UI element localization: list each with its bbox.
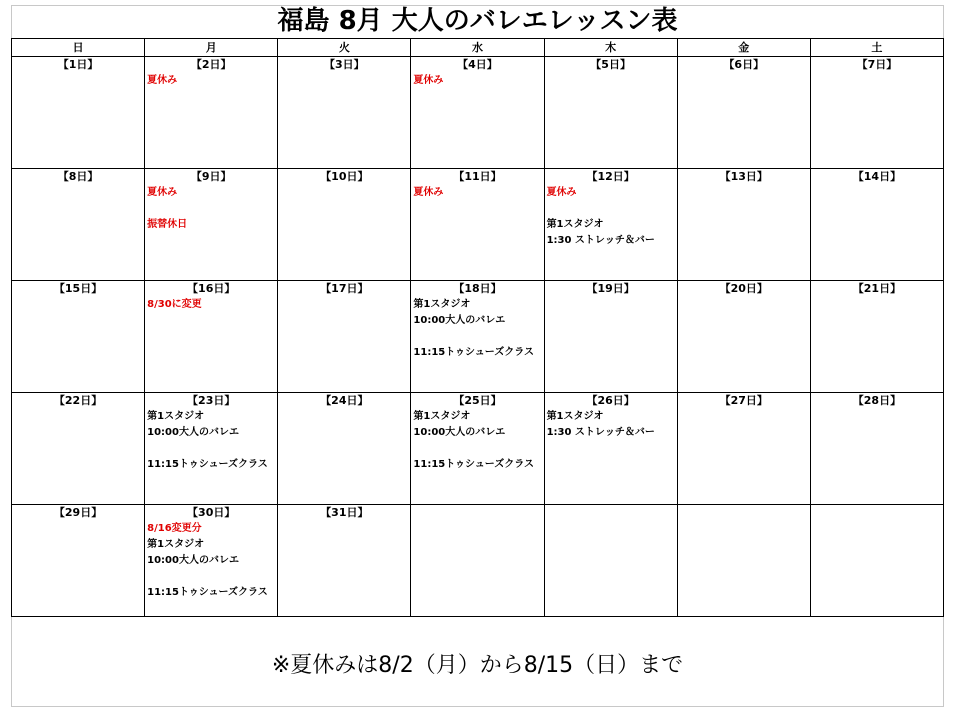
day-date: 【29日】 [53, 506, 103, 519]
day-date: 【23日】 [187, 394, 236, 407]
schedule-entry [547, 201, 677, 217]
day-cell [411, 57, 544, 169]
schedule-entry: 8/30に変更 [147, 299, 202, 310]
day-cell [12, 57, 145, 169]
day-cell [411, 169, 544, 281]
day-entries [411, 297, 543, 361]
day-cell [12, 169, 145, 281]
day-date: 【12日】 [586, 170, 635, 183]
schedule-entry: 第1スタジオ [147, 411, 205, 422]
day-cell [810, 169, 943, 281]
day-date: 【21日】 [852, 282, 902, 295]
weekday-mon: 月 [145, 39, 278, 57]
day-cell [12, 393, 145, 505]
schedule-entry: 振替休日 [147, 219, 188, 230]
day-date: 【15日】 [53, 282, 103, 295]
weekday-tue: 火 [278, 39, 411, 57]
schedule-entry [147, 441, 277, 457]
schedule-entry: 第1スタジオ [546, 411, 604, 422]
calendar-table [11, 38, 944, 617]
day-cell [810, 57, 943, 169]
day-entries [145, 185, 277, 233]
day-date: 【17日】 [320, 282, 369, 295]
weekday-fri: 金 [677, 39, 810, 57]
schedule-entry [147, 201, 277, 217]
day-date: 【11日】 [453, 170, 502, 183]
day-cell [411, 281, 544, 393]
schedule-entry: 10:00大人のバレエ [413, 427, 506, 438]
day-date: 【25日】 [453, 394, 502, 407]
day-cell [677, 505, 810, 617]
week-row [12, 393, 944, 505]
day-cell [544, 393, 677, 505]
day-cell [278, 505, 411, 617]
day-date: 【19日】 [586, 282, 635, 295]
day-cell [278, 393, 411, 505]
day-cell [544, 169, 677, 281]
weekday-sun: 日 [12, 39, 145, 57]
day-entries [411, 73, 543, 89]
day-cell [411, 505, 544, 617]
day-cell [278, 57, 411, 169]
day-date: 【1日】 [57, 58, 99, 71]
day-date: 【7日】 [856, 58, 898, 71]
schedule-entry: 夏休み [147, 75, 178, 86]
week-row [12, 281, 944, 393]
schedule-entry: 第1スタジオ [413, 299, 471, 310]
day-date: 【5日】 [590, 58, 631, 71]
day-entries [411, 185, 543, 201]
schedule-entry: 10:00大人のバレエ [413, 315, 506, 326]
schedule-entry: 11:15トゥシューズクラス [413, 459, 535, 470]
day-date: 【4日】 [457, 58, 498, 71]
day-entries [145, 73, 277, 89]
day-date: 【28日】 [852, 394, 902, 407]
day-date: 【14日】 [852, 170, 902, 183]
weekday-wed: 水 [411, 39, 544, 57]
weekday-header-row [12, 39, 944, 57]
schedule-entry: 11:15トゥシューズクラス [147, 587, 268, 598]
day-cell [810, 281, 943, 393]
page-title: 福島 8月 大人のバレエレッスン表 [277, 6, 678, 36]
day-date: 【3日】 [324, 58, 365, 71]
schedule-entry: 10:00大人のバレエ [147, 555, 239, 566]
day-date: 【26日】 [586, 394, 635, 407]
week-row [12, 57, 944, 169]
day-entries [145, 409, 277, 473]
day-cell [544, 281, 677, 393]
schedule-entry: 11:15トゥシューズクラス [147, 459, 268, 470]
day-cell [544, 505, 677, 617]
weekday-sat: 土 [810, 39, 943, 57]
day-entries [545, 185, 677, 249]
day-cell [411, 393, 544, 505]
day-cell [278, 281, 411, 393]
day-date: 【22日】 [53, 394, 103, 407]
schedule-entry: 第1スタジオ [413, 411, 471, 422]
day-cell [810, 505, 943, 617]
schedule-entry: 1:30 ストレッチ＆バー [546, 235, 655, 246]
day-date: 【8日】 [57, 170, 99, 183]
day-date: 【20日】 [719, 282, 768, 295]
day-date: 【6日】 [723, 58, 765, 71]
schedule-entry: 8/16変更分 [147, 523, 202, 534]
day-cell [12, 281, 145, 393]
day-cell [677, 393, 810, 505]
schedule-entry [413, 441, 543, 457]
day-cell [810, 393, 943, 505]
schedule-entry: 夏休み [147, 187, 178, 198]
footer-note: ※夏休みは8/2（月）から8/15（日）まで [271, 653, 684, 678]
day-cell [544, 57, 677, 169]
schedule-entry: 第1スタジオ [147, 539, 205, 550]
day-cell [145, 57, 278, 169]
day-date: 【30日】 [187, 506, 236, 519]
schedule-entry: 1:30 ストレッチ＆バー [546, 427, 655, 438]
schedule-entry: 夏休み [413, 75, 444, 86]
day-cell [677, 57, 810, 169]
schedule-entry: 11:15トゥシューズクラス [413, 347, 535, 358]
week-row [12, 169, 944, 281]
schedule-entry: 第1スタジオ [546, 219, 604, 230]
day-date: 【10日】 [320, 170, 369, 183]
day-date: 【9日】 [190, 170, 232, 183]
day-date: 【27日】 [719, 394, 768, 407]
day-entries [145, 521, 277, 601]
day-cell [278, 169, 411, 281]
schedule-entry: 夏休み [546, 187, 577, 198]
day-entries [145, 297, 277, 313]
day-date: 【18日】 [453, 282, 502, 295]
weekday-thu: 木 [544, 39, 677, 57]
schedule-entry [147, 569, 277, 585]
day-date: 【24日】 [320, 394, 369, 407]
day-cell [145, 505, 278, 617]
day-date: 【13日】 [719, 170, 768, 183]
schedule-entry: 10:00大人のバレエ [147, 427, 239, 438]
day-entries [411, 409, 543, 473]
day-cell [145, 169, 278, 281]
day-date: 【2日】 [190, 58, 232, 71]
day-cell [12, 505, 145, 617]
day-date: 【31日】 [320, 506, 369, 519]
day-date: 【16日】 [187, 282, 236, 295]
day-cell [145, 281, 278, 393]
day-cell [145, 393, 278, 505]
schedule-entry: 夏休み [413, 187, 444, 198]
day-cell [677, 169, 810, 281]
day-entries [545, 409, 677, 441]
day-cell [677, 281, 810, 393]
schedule-entry [413, 329, 543, 345]
week-row [12, 505, 944, 617]
